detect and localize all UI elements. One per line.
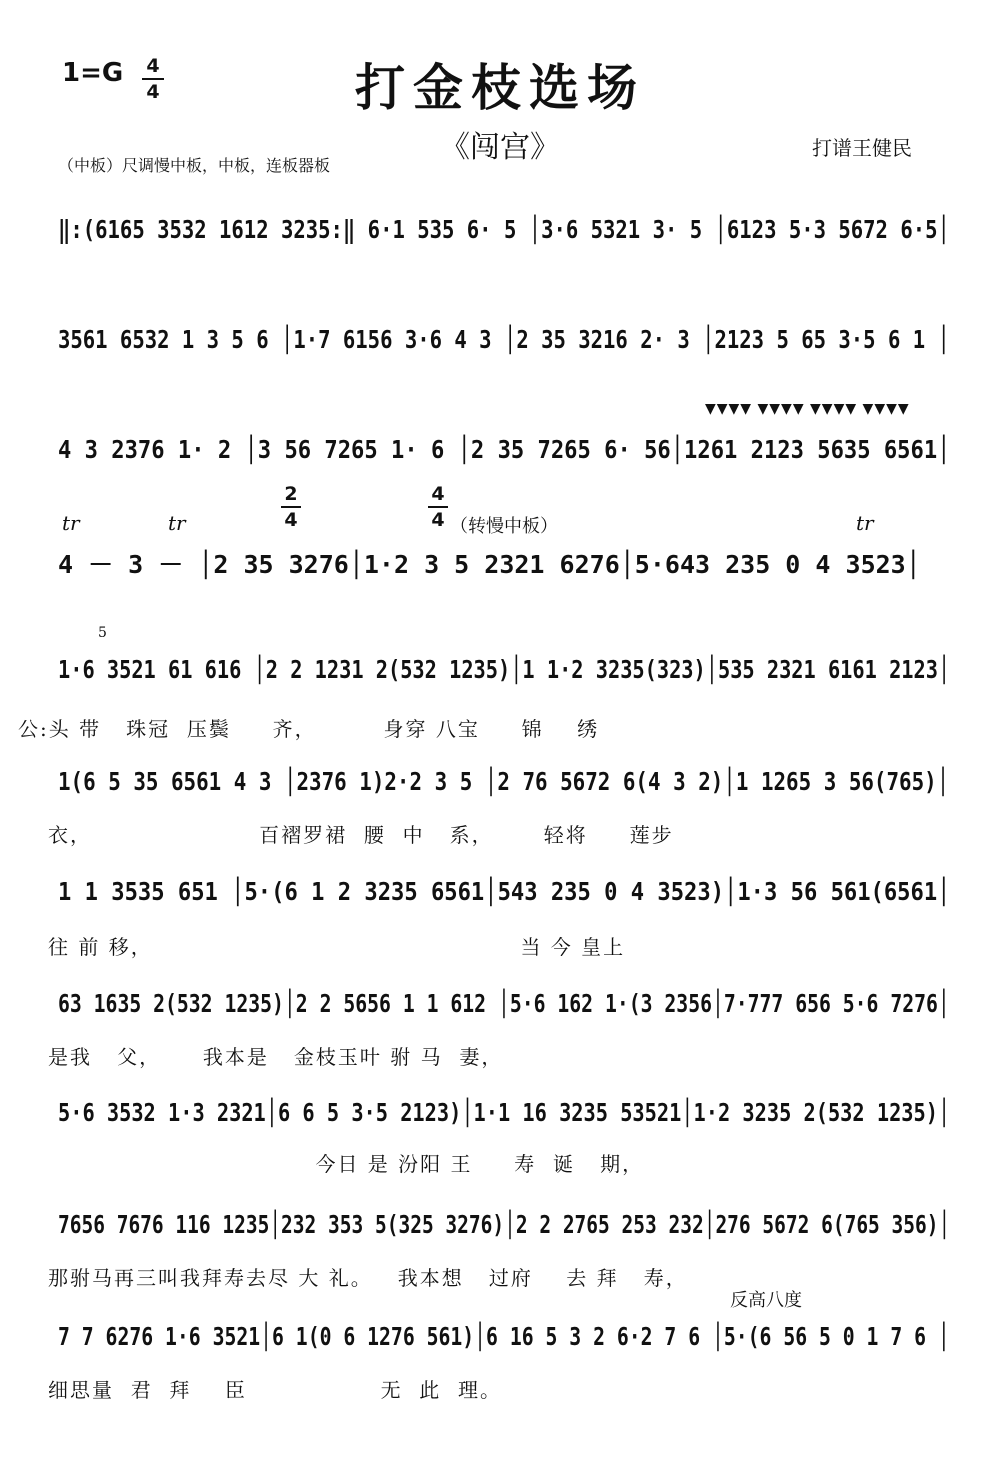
notation-line: 5·6 3532 1·3 2321│6 6 5 3·5 2123)│1·1 16 3235 53521│1·2 3235 2(532 1235)│ xyxy=(58,1098,951,1127)
time-change-4-4: 4 4 xyxy=(428,483,448,531)
notation-line: 7656 7676 116 1235│232 353 5(325 3276)│2 2 2765 253 232│276 5672 6(765 356)│ xyxy=(58,1210,951,1239)
notation-line: 4 3 2376 1· 2 │3 56 7265 1· 6 │2 35 7265 6· 56│1261 2123 5635 6561│ xyxy=(58,435,951,464)
accent-arrows: ▼▼▼▼ ▼▼▼▼ ▼▼▼▼ ▼▼▼▼ xyxy=(705,401,910,417)
lyrics-line: 是我 父， 我本是 金枝玉叶 驸 马 妻， xyxy=(48,1045,504,1069)
notation-line: 4 － 3 － │2 35 3276│1·2 3 5 2321 6276│5·643 235 0 4 3523│ xyxy=(58,550,921,579)
time-top: 4 xyxy=(146,55,160,77)
notation-line: 1(6 5 35 6561 4 3 │2376 1)2·2 3 5 │2 76 5672 6(4 3 2)│1 1265 3 56(765)│ xyxy=(58,767,950,796)
lyrics-line: 衣， 百褶罗裙 腰 中 系， 轻将 莲步 xyxy=(48,823,674,847)
tempo-change: （转慢中板） xyxy=(450,516,558,537)
time-bottom: 4 xyxy=(146,81,160,103)
octave-annotation: 反高八度 xyxy=(730,1290,802,1311)
trill-mark: tr xyxy=(856,511,874,535)
lyrics-line: 那驸马再三叫我拜寿去尽 大 礼。 我本想 过府 去 拜 寿， xyxy=(48,1266,688,1290)
lyrics-line: 公:头 带 珠冠 压鬓 齐， 身穿 八宝 锦 绣 xyxy=(18,717,600,741)
tempo-marking: （中板）尺调慢中板，中板，连板器板 xyxy=(58,156,331,175)
grace-note: 5 xyxy=(98,625,107,641)
notation-line: 3561 6532 1 3 5 6 │1·7 6156 3·6 4 3 │2 35 3216 2· 3 │2123 5 65 3·5 6 1 │ xyxy=(58,325,950,354)
notation-line: 63 1635 2(532 1235)│2 2 5656 1 1 612 │5·6 162 1·(3 2356│7·777 656 5·6 7276│ xyxy=(58,989,950,1018)
notation-line: 1·6 3521 61 616 │2 2 1231 2(532 1235)│1 1·2 3235(323)│535 2321 6161 2123│ xyxy=(58,655,951,684)
notation-line: 7 7 6276 1·6 3521│6 1(0 6 1276 561)│6 16 5 3 2 6·2 7 6 │5·(6 56 5 0 1 7 6 │ xyxy=(58,1322,950,1351)
trill-mark: tr xyxy=(62,511,80,535)
time-change-2-4: 2 4 xyxy=(281,483,301,531)
lyrics-line: 细思量 君 拜 臣 无 此 理。 xyxy=(48,1378,503,1402)
lyrics-line: 往 前 移， 当 今 皇上 xyxy=(48,935,626,959)
trill-mark: tr xyxy=(168,511,186,535)
transcriber-credit: 打谱王健民 xyxy=(812,136,912,160)
score-subtitle: 《闯宫》 xyxy=(440,130,560,165)
notation-line: 1 1 3535 651 │5·(6 1 2 3235 6561│543 235 0 4 3523)│1·3 56 561(6561│ xyxy=(58,877,951,906)
notation-line: ‖:(6165 3532 1612 3235:‖ 6·1 535 6· 5 │3·6 5321 3· 5 │6123 5·3 5672 6·5│ xyxy=(58,215,950,244)
lyrics-line: 今日 是 汾阳 王 寿 诞 期， xyxy=(48,1152,645,1176)
score-title: 打金枝选场 xyxy=(355,58,645,117)
key-signature: 1=G xyxy=(62,58,124,88)
